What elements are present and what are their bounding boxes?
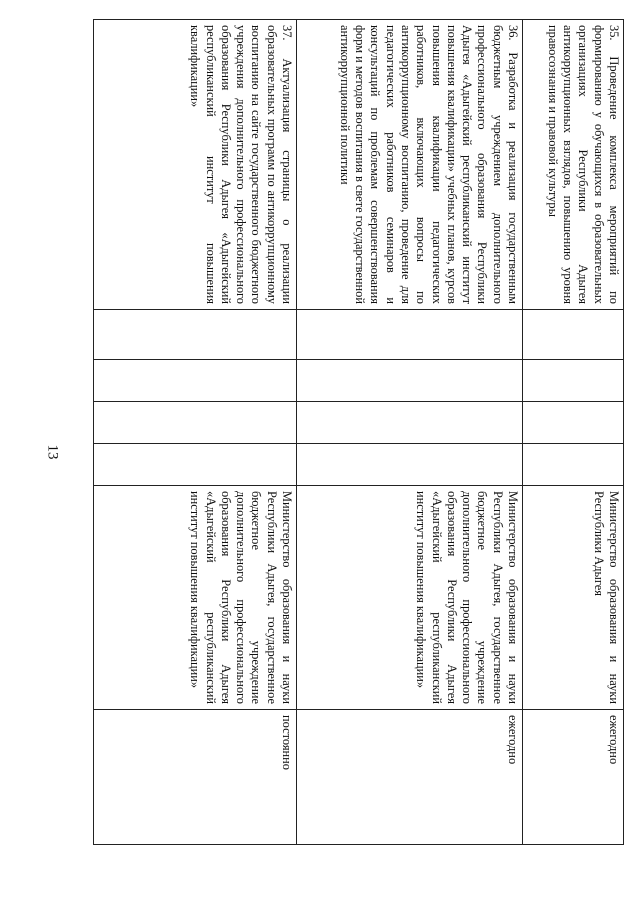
empty-cell xyxy=(523,310,624,360)
empty-cell xyxy=(297,444,523,486)
term-cell: постоянно xyxy=(94,710,297,845)
empty-cell xyxy=(297,402,523,444)
empty-cell xyxy=(94,360,297,402)
page-number: 13 xyxy=(44,444,61,460)
executor-cell: Министерство образования и науки Республики Адыгея, государственное бюджетное учреждение дополнительного профессионального образования Республики Адыгея «Адыгейский республиканский институт повышения квалификации» xyxy=(297,486,523,710)
empty-cell xyxy=(94,402,297,444)
term-cell: ежегодно xyxy=(523,710,624,845)
empty-cell xyxy=(297,360,523,402)
empty-cell xyxy=(94,444,297,486)
table-row xyxy=(523,20,624,845)
activity-cell: 35. Проведение комплекса мероприятий по формированию у обучающихся в образовательных организациях Республики Адыгея антикоррупционных взглядов, повышению уровня правосознания и правовой культуры xyxy=(523,20,624,310)
empty-cell xyxy=(523,360,624,402)
executor-cell: Министерство образования и науки Республики Адыгея, государственное бюджетное учреждение дополнительного профессионального образования Республики Адыгея «Адыгейский республиканский институт повышения квалификации» xyxy=(94,486,297,710)
table-row xyxy=(297,20,523,845)
empty-cell xyxy=(523,444,624,486)
activity-cell: 37. Актуализация страницы о реализации образовательных программ по антикоррупционному воспитанию на сайте государственного бюджетного учреждения дополнительного профессионального образования Республики Адыгея «Адыгейский республиканский институт повышения квалификации» xyxy=(94,20,297,310)
empty-cell xyxy=(297,310,523,360)
activities-table xyxy=(93,19,624,845)
table-row xyxy=(94,20,297,845)
empty-cell xyxy=(94,310,297,360)
empty-cell xyxy=(523,402,624,444)
activity-cell: 36. Разработка и реализация государственным бюджетным учреждением дополнительного профессионального образования Республики Адыгея «Адыгейский республиканский институт повышения квалификации» учебных планов, курсов повышения квалификации педагогических работников, включающих вопросы по антикоррупционному воспитанию, проведение для педагогических работников семинаров и консультаций по проблемам совершенствования форм и методов воспитания в свете государственной антикоррупционной политики xyxy=(297,20,523,310)
term-cell: ежегодно xyxy=(297,710,523,845)
executor-cell: Министерство образования и науки Республики Адыгея xyxy=(523,486,624,710)
rotated-table-container xyxy=(94,19,624,844)
